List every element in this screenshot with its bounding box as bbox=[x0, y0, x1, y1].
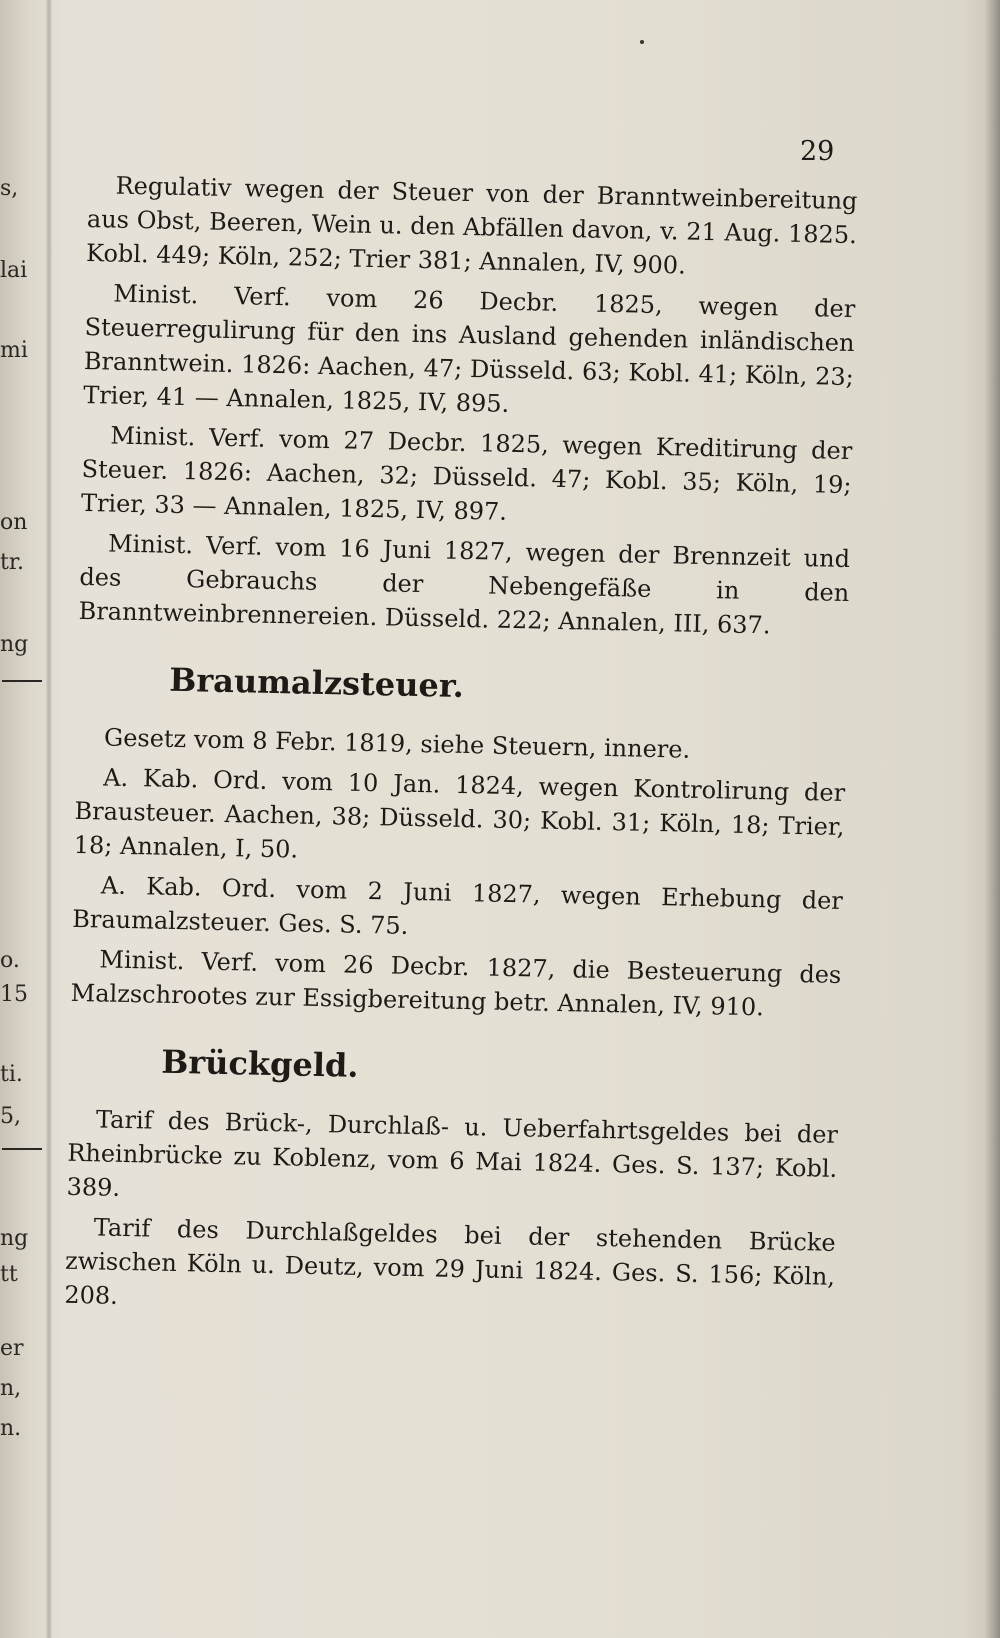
section-heading: Braumalzsteuer. bbox=[168, 660, 465, 705]
page-number: 29 bbox=[800, 136, 835, 167]
margin-fragment: ti. bbox=[0, 1064, 23, 1086]
page-body bbox=[64, 168, 858, 1334]
page-edge-shadow bbox=[986, 0, 1000, 1638]
entry-paragraph: Regulativ wegen der Steuer von der Branntweinbereitung aus Obst, Beeren, Wein u. den Abfällen davon, v. 21 Aug. 1825. Kobl. 449; Köln, 252; Trier 381; Annalen, IV, 900. bbox=[85, 171, 858, 280]
entry-paragraph: Minist. Verf. vom 16 Juni 1827, wegen der Brennzeit und des Gebrauchs der Nebengefäße in den Branntweinbrennereien. Düsseld. 222; Annalen, III, 637. bbox=[78, 529, 851, 640]
margin-fragment: n, bbox=[0, 1378, 22, 1400]
entry-paragraph: Minist. Verf. vom 26 Decbr. 1827, die Besteuerung des Malzschrootes zur Essigbereitung betr. Annalen, IV, 910. bbox=[70, 945, 842, 1022]
entry-paragraph: Minist. Verf. vom 26 Decbr. 1825, wegen der Steuerregulirung für den ins Ausland gehenden inländischen Branntwein. 1826: Aachen, 47; Düsseld. 63; Kobl. 41; Köln, 23; Trier, 41 — Annalen, 1825, IV, 895. bbox=[82, 279, 856, 418]
margin-fragment: ng bbox=[0, 634, 29, 656]
margin-fragment: o. bbox=[0, 950, 20, 972]
margin-fragment: s, bbox=[0, 178, 19, 200]
binding-gutter bbox=[46, 0, 52, 1638]
entry-paragraph: A. Kab. Ord. vom 10 Jan. 1824, wegen Kontrolirung der Brausteuer. Aachen, 38; Düsseld. 30; Kobl. 31; Köln, 18; Trier, 18; Annalen, I, 50. bbox=[73, 763, 846, 864]
margin-fragment: er bbox=[0, 1338, 24, 1360]
entry-paragraph: A. Kab. Ord. vom 2 Juni 1827, wegen Erhebung der Braumalzsteuer. Ges. S. 75. bbox=[71, 871, 844, 940]
margin-fragment: tr. bbox=[0, 552, 24, 574]
margin-fragment: 15 bbox=[0, 984, 28, 1006]
margin-rule bbox=[2, 1148, 42, 1150]
entry-paragraph: Tarif des Durchlaßgeldes bei der stehenden Brücke zwischen Köln u. Deutz, vom 29 Juni 1824. Ges. S. 156; Köln, 208. bbox=[64, 1213, 836, 1310]
margin-fragment: mi bbox=[0, 340, 28, 362]
entry-paragraph: Minist. Verf. vom 27 Decbr. 1825, wegen Kreditirung der Steuer. 1826: Aachen, 32; Düsseld. 47; Kobl. 35; Köln, 19; Trier, 33 — Annalen, 1825, IV, 897. bbox=[80, 421, 853, 526]
margin-fragment: lai bbox=[0, 260, 28, 282]
entry-paragraph: Gesetz vom 8 Febr. 1819, siehe Steuern, innere. bbox=[103, 723, 691, 764]
margin-fragment: on bbox=[0, 512, 28, 534]
margin-fragment: 5, bbox=[0, 1106, 21, 1128]
margin-fragment: n. bbox=[0, 1418, 22, 1440]
margin-fragment: tt bbox=[0, 1264, 18, 1286]
margin-rule bbox=[2, 680, 42, 682]
entry-paragraph: Tarif des Brück-, Durchlaß- u. Ueberfahrtsgeldes bei der Rheinbrücke zu Koblenz, vom 6 Mai 1824. Ges. S. 137; Kobl. 389. bbox=[66, 1105, 839, 1202]
paper-speck bbox=[640, 40, 644, 44]
margin-fragment: ng bbox=[0, 1228, 29, 1250]
section-heading: Brückgeld. bbox=[160, 1042, 359, 1085]
